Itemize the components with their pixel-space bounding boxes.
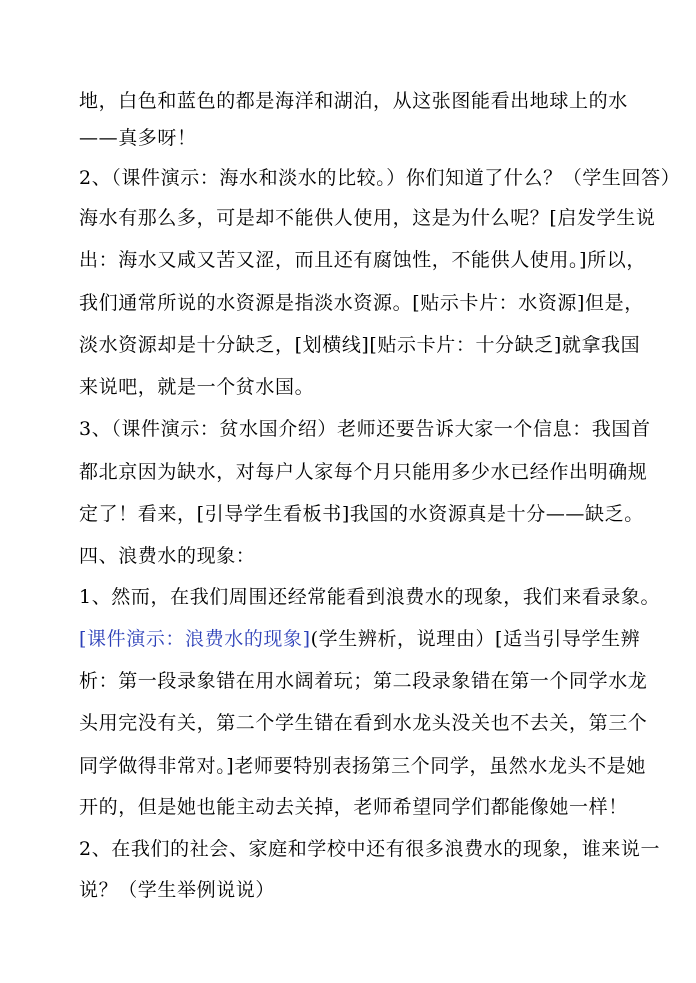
text-line: 海水有那么多，可是却不能供人使用，这是为什么呢？[启发学生说 xyxy=(79,207,656,229)
text-line: 析：第一段录象错在用水阔着玩；第二段录象错在第一个同学水龙 xyxy=(79,670,648,692)
text-line: 说？（学生举例说说） xyxy=(79,879,276,901)
text-line: 都北京因为缺水，对每户人家每个月只能用多少水已经作出明确规 xyxy=(79,461,648,483)
text-line: 同学做得非常对。]老师要特别表扬第三个同学，虽然水龙头不是她 xyxy=(79,755,646,777)
text-line: 1、然而，在我们周围还经常能看到浪费水的现象，我们来看录象。 xyxy=(79,586,661,608)
text-line: 出：海水又咸又苦又涩，而且还有腐蚀性，不能供人使用。]所以， xyxy=(79,249,646,271)
text-line: 定了！看来，[引导学生看板书]我国的水资源真是十分——缺乏。 xyxy=(79,503,644,525)
text-line: 开的，但是她也能主动去关掉，老师希望同学们都能像她一样！ xyxy=(79,796,628,818)
text-line: 头用完没有关，第二个学生错在看到水龙头没关也不去关，第三个 xyxy=(79,712,648,734)
text-line: 淡水资源却是十分缺乏，[划横线][贴示卡片：十分缺乏]就拿我国 xyxy=(79,334,641,356)
text-segment: (学生辨析，说理由）[适当引导学生辨 xyxy=(310,628,641,650)
text-line: 来说吧，就是一个贫水国。 xyxy=(79,376,315,398)
text-line: 2、（课件演示：海水和淡水的比较。）你们知道了什么？（学生回答） xyxy=(79,167,681,189)
text-line: ——真多呀！ xyxy=(79,127,197,149)
text-line: 地，白色和蓝色的都是海洋和湖泊，从这张图能看出地球上的水 xyxy=(79,90,628,112)
text-line xyxy=(79,626,639,652)
courseware-highlight: [课件演示：浪费水的现象] xyxy=(79,628,311,650)
section-heading: 四、浪费水的现象： xyxy=(79,545,256,567)
text-line: 我们通常所说的水资源是指淡水资源。[贴示卡片：水资源]但是， xyxy=(79,292,644,314)
text-line: 3、（课件演示：贫水国介绍）老师还要告诉大家一个信息：我国首 xyxy=(79,418,651,440)
text-line: 2、在我们的社会、家庭和学校中还有很多浪费水的现象，谁来说一 xyxy=(79,838,661,860)
